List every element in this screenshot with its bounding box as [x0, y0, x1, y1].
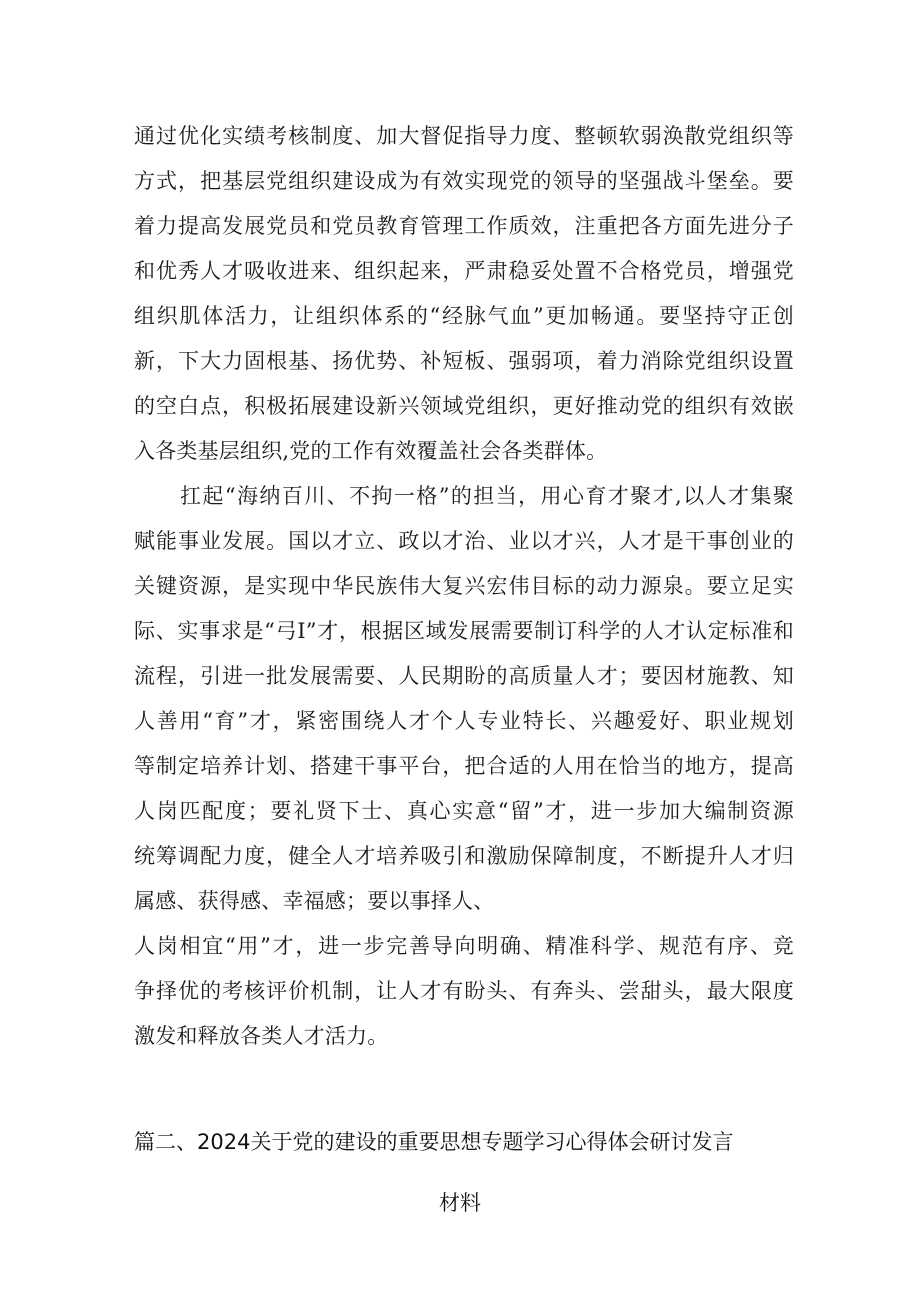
paragraph-line: 激发和释放各类人才活力。 — [134, 1024, 389, 1048]
paragraph-line: 扛起“海纳百川、不拘一格”的担当，用心育才聚才,以人才集聚 — [180, 484, 794, 508]
section-heading-line-1: 篇二、2024关于党的建设的重要思想专题学习心得体会研讨发言 — [134, 1130, 734, 1154]
paragraph-line: 入各类基层组织,党的工作有效覆盖社会各类群体。 — [134, 439, 608, 463]
paragraph-line: 赋能事业发展。国以才立、政以才治、业以才兴，人才是干事创业的 — [134, 529, 794, 553]
paragraph-line: 通过优化实绩考核制度、加大督促指导力度、整顿软弱涣散党组织等 — [134, 124, 794, 148]
paragraph-line: 流程，引进一批发展需要、人民期盼的高质量人才；要因材施教、知 — [134, 664, 794, 688]
section-heading-line-2: 材料 — [439, 1191, 481, 1215]
paragraph-line: 等制定培养计划、搭建干事平台，把合适的人用在恰当的地方，提高 — [134, 754, 794, 778]
paragraph-line: 人岗相宜“用”才，进一步完善导向明确、精准科学、规范有序、竞 — [134, 934, 794, 958]
paragraph-line: 争择优的考核评价机制，让人才有盼头、有奔头、尝甜头，最大限度 — [134, 979, 794, 1003]
paragraph-line: 新，下大力固根基、扬优势、补短板、强弱项，着力消除党组织设置 — [134, 349, 794, 373]
paragraph-line: 方式，把基层党组织建设成为有效实现党的领导的坚强战斗堡垒。要 — [134, 169, 794, 193]
paragraph-line: 统筹调配力度，健全人才培养吸引和激励保障制度，不断提升人才归 — [134, 844, 794, 868]
paragraph-line: 关键资源，是实现中华民族伟大复兴宏伟目标的动力源泉。要立足实 — [134, 574, 794, 598]
paragraph-line: 人岗匹配度；要礼贤下士、真心实意“留”才，进一步加大编制资源 — [134, 799, 794, 823]
paragraph-line: 和优秀人才吸收进来、组织起来，严肃稳妥处置不合格党员，增强党 — [134, 259, 794, 283]
paragraph-line: 属感、获得感、幸福感；要以事择人、 — [134, 889, 495, 913]
paragraph-line: 际、实事求是“弓I”才，根据区域发展需要制订科学的人才认定标准和 — [134, 619, 794, 643]
paragraph-line: 的空白点，积极拓展建设新兴领域党组织，更好推动党的组织有效嵌 — [134, 394, 794, 418]
paragraph-line: 组织肌体活力，让组织体系的“经脉气血”更加畅通。要坚持守正创 — [134, 304, 794, 328]
paragraph-line: 着力提高发展党员和党员教育管理工作质效，注重把各方面先进分子 — [134, 214, 794, 238]
paragraph-line: 人善用“育”才，紧密围绕人才个人专业特长、兴趣爱好、职业规划 — [134, 709, 794, 733]
